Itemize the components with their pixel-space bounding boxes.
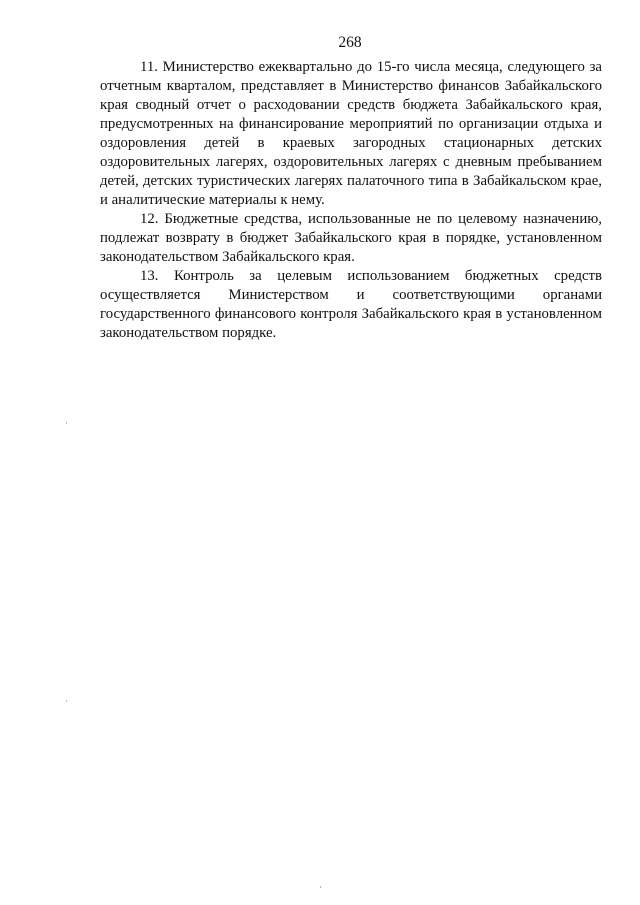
paragraph-12: 12. Бюджетные средства, использованные не по целевому назначению, подлежат возврату в бюджет Забайкальского края в порядке, установленном законодательством Забайкальского края. xyxy=(100,211,602,265)
document-body xyxy=(100,58,602,343)
page-number: 268 xyxy=(338,34,362,51)
paragraph-13: 13. Контроль за целевым использованием бюджетных средств осуществляется Министерством и соответствующими органами государственного финансового контроля Забайкальского края в установленном законодательством порядке. xyxy=(100,268,602,341)
scan-speck xyxy=(320,886,321,888)
scan-speck xyxy=(66,422,67,424)
scan-speck xyxy=(66,700,67,702)
paragraph-11: 11. Министерство ежеквартально до 15-го числа месяца, следующего за отчетным кварталом, представляет в Министерство финансов Забайкальского края сводный отчет о расходовании средств бюджета Забайкальского края, предусмотренных на финансирование мероприятий по организации отдыха и оздоровления детей в краевых загородных стационарных детских оздоровительных лагерях, оздоровительных лагерях с дневным пребыванием детей, детских туристических лагерях палаточного типа в Забайкальском крае, и аналитические материалы к нему. xyxy=(100,59,602,208)
